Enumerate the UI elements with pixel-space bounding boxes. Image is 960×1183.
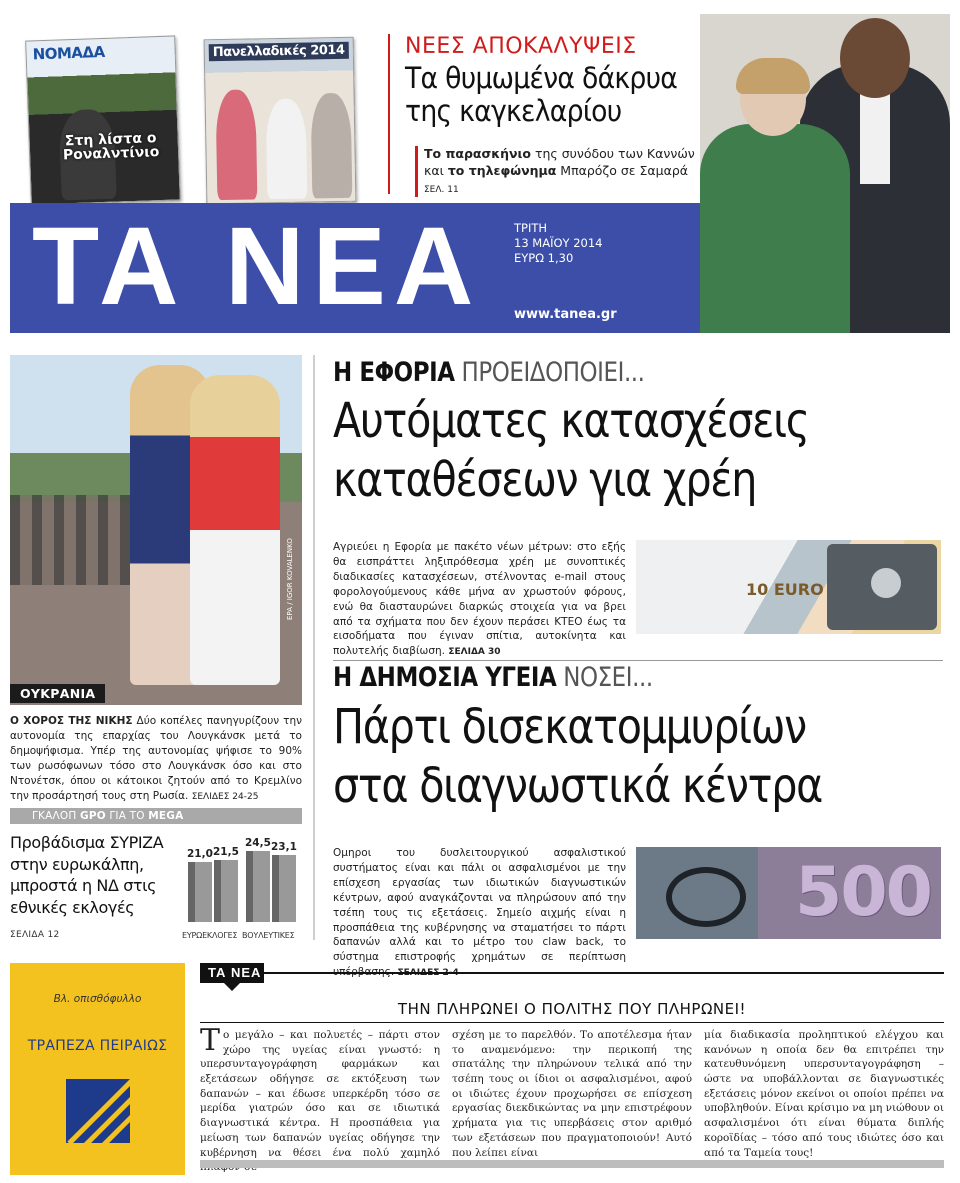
issue-day: ΤΡΙΤΗ <box>514 221 548 235</box>
front-page-thumbnail-exams[interactable] <box>204 37 357 205</box>
poll-bar <box>214 860 238 922</box>
story-page-ref: ΣΕΛΙΔΑ 30 <box>448 647 501 658</box>
poll-band-lead: ΓΚΑΛΟΠ <box>32 810 80 822</box>
poll-headline[interactable]: Προβάδισμα ΣΥΡΙΖΑ στην ευρωκάλπη, μπροστά η ΝΔ στις εθνικές εκλογές <box>10 833 164 917</box>
banknote-label: 500 <box>795 853 931 932</box>
students-photo <box>266 99 308 200</box>
editorial-tag: ΤΑ ΝΕΑ <box>200 963 264 983</box>
editorial-column-3 <box>704 1028 944 1160</box>
poll-bar-value: 24,5 <box>245 837 271 849</box>
poll-group-label: ΕΥΡΩΕΚΛΟΓΕΣ <box>182 931 238 940</box>
poll-band <box>10 808 302 824</box>
teaser-rule <box>388 34 390 194</box>
headline-line: Πάρτι δισεκατομμυρίων <box>333 699 806 755</box>
piraeus-bank-ad[interactable] <box>10 963 185 1175</box>
issue-info <box>514 221 602 266</box>
editorial-bottom-bar <box>200 1160 944 1168</box>
merkel-obama-photo <box>700 14 950 333</box>
editorial-rule <box>264 972 944 974</box>
teaser-dek-bold: το τηλεφώνημα <box>447 162 557 178</box>
photo-figure <box>840 18 910 98</box>
caption-page-ref: ΣΕΛΙΔΕΣ 24-25 <box>191 791 259 802</box>
issue-price: ΕΥΡΩ 1,30 <box>514 250 574 265</box>
teaser-dek-text: Μπαρόζο σε Σαμαρά <box>556 162 689 178</box>
thumbnail-headline: Στη λίστα ο Ροναλντίνιο <box>62 129 160 164</box>
kicker-bold: Η ΕΦΟΡΙΑ <box>333 357 455 388</box>
thumbnail-masthead: Πανελλαδικές 2014 <box>209 42 349 61</box>
teaser-page-ref: ΣΕΛ. 11 <box>424 184 459 195</box>
poll-group-label: ΒΟΥΛΕΥΤΙΚΕΣ <box>242 931 295 940</box>
headline-line: στα διαγνωστικά κέντρα <box>333 757 823 814</box>
editorial-title-rule <box>200 1022 944 1023</box>
story1-headline[interactable] <box>333 392 858 509</box>
kicker-lite: ΝΟΣΕΙ... <box>556 662 653 693</box>
drop-cap: Τ <box>200 1023 221 1058</box>
front-page-thumbnail-nomada[interactable] <box>25 35 181 205</box>
kicker-lite: ΠΡΟΕΙΔΟΠΟΙΕΙ... <box>454 357 645 388</box>
caption-text: Δύο κοπέλες πανηγυρίζουν την αυτονομία της επαρχίας του Λουγκάνσκ μετά το δημοψήφισμα. Υπέρ της αυτονομίας ψήφισε το 90% των ρωσόφωνων τόσο στο Λουγκάνσκ όσο και στο Ντονέτσκ, όπου οι κάτοικοι ζητούν από το Κρεμλίνο την προσάρτησή τους στη Ρωσία. <box>10 715 302 802</box>
story1-body <box>333 540 626 659</box>
story2-kicker <box>333 662 653 693</box>
story-text: Ομηροι του δυσλειτουργικού ασφαλιστικού συστήματος είναι και πάλι οι ασφαλισμένοι με την επίσχεση εργασίας των ιδιωτικών διαγνωστικών κέντρων, αφού αναγκάζονται να πληρώσουν από την τσέπη τους τις εξετάσεις. Σημείο αιχμής είναι η προσπάθεια της κυβέρνησης να σταματήσει το πάρτι δαπανών αλλά και το μέτρο του claw back, το σύστημα επιστροφής χρημάτων σε περίπτωση <box>333 847 626 964</box>
piraeus-logo-icon <box>66 1079 130 1143</box>
stethoscope-shape <box>666 867 746 927</box>
photo-figure <box>700 124 850 333</box>
editorial-column-2 <box>452 1028 692 1160</box>
photo-figure <box>736 58 810 94</box>
students-photo <box>215 89 257 200</box>
headline-line: Αυτόματες κατασχέσεις <box>333 393 809 449</box>
poll-bar-value: 21,5 <box>213 846 239 858</box>
poll-bar <box>188 862 212 922</box>
thumbnail-masthead: ΝΟΜΑΔΑ <box>32 42 105 64</box>
students-photo <box>311 93 353 199</box>
banknote-label: 10 EURO <box>746 580 824 599</box>
teaser-dek <box>415 146 705 197</box>
safe-dial <box>871 568 901 598</box>
kicker-bold: Η ΔΗΜΟΣΙΑ ΥΓΕΙΑ <box>333 662 557 693</box>
safe-money-image <box>636 540 941 634</box>
headline-line: καταθέσεων για χρέη <box>333 451 757 508</box>
editorial-text: ο μεγάλο – και πολυετές – πάρτι στον χώρο της υγείας είναι γνωστό: η υπερσυνταγογράφηση φαρμάκων και εξετάσεων οδήγησε σε εκτόξευση των δαπανών – και έδωσε υπερκέρδη τόσο σε μερίδα γιατρών όσο και σε ιδιωτικά διαγνωστικά κέντρα. Η προσπάθεια για μείωση των δαπανών υγείας οδήγησε την κυβέρνηση να θέσει ένα πολύ χαμηλό <box>200 1029 440 1159</box>
story-divider <box>333 660 943 661</box>
poll-bar-value: 21,0 <box>187 848 213 860</box>
teaser-dek-bold: Το παρασκήνιο <box>424 146 531 161</box>
photo-figure <box>190 375 280 685</box>
editorial-title: ΤΗΝ ΠΛΗΡΩΝΕΙ Ο ΠΟΛΙΤΗΣ ΠΟΥ ΠΛΗΡΩΝΕΙ! <box>397 1000 747 1018</box>
editorial-text: μία διαδικασία προληπτικού ελέγχου και κανόνων η οποία δεν θα επιτρέπει την κατευθυνόμενη υπερσυνταγογράφηση – ώστε να υποβάλλονται σε διαγνωστικές εξετάσεις μόνον εκείνοι οι οποίοι πρέπει να υποβληθούν. Είναι κρίσιμο να μη νιώθουν οι ασφαλισμένοι ότι είναι θύματα διπλής κοροϊδίας – τόσο από τους ιδιώτες όσο και από τα Ταμεία τους! <box>704 1029 944 1159</box>
column-rule <box>313 355 315 940</box>
teaser-kicker: ΝΕΕΣ ΑΠΟΚΑΛΥΨΕΙΣ <box>405 34 637 59</box>
teaser-dek-text: της συνόδου των Καννών και <box>424 146 695 178</box>
editorial-text: σχέση με το παρελθόν. Το αποτέλεσμα ήταν το αναμενόμενο: την περικοπή της σπατάλης την πληρώνουν τελικά από την τσέπη τους οι ίδιοι οι ασφαλισμένοι, αφού οι ιδιώτες έχουν προχωρήσει σε επίσχεση εργασίας διεκδικώντας να μην επιστρέφουν χρήματα για τις υπερβάσεις στον αριθμό των εξετάσεων που πραγματοποιούν! Αυτό που λείπει είναι <box>452 1029 692 1159</box>
website-link[interactable]: www.tanea.gr <box>514 307 617 322</box>
ukraine-dance-photo <box>10 355 302 705</box>
ad-back-note: Βλ. οπισθόφυλλο <box>53 993 142 1005</box>
photo-credit: EPA / IGOR KOVALENKO <box>286 538 294 620</box>
story2-headline[interactable] <box>333 698 858 815</box>
issue-date: 13 ΜΑΪΟΥ 2014 <box>514 235 603 250</box>
photo-figure <box>860 94 890 184</box>
photo-crowd <box>10 495 130 585</box>
story2-body <box>333 846 626 980</box>
poll-bar <box>272 855 296 922</box>
story1-kicker <box>333 357 645 388</box>
poll-band-bold: GPO <box>80 810 106 822</box>
poll-page-ref: ΣΕΛΙΔΑ 12 <box>10 930 60 940</box>
editorial-column-1 <box>200 1023 440 1175</box>
poll-band-mid: ΓΙΑ ΤΟ <box>105 810 149 822</box>
poll-chart <box>180 830 305 940</box>
photo-label: ΟΥΚΡΑΝΙΑ <box>10 684 105 703</box>
newspaper-logo[interactable]: ΤΑ ΝΕΑ <box>32 205 482 328</box>
caption-title: Ο ΧΟΡΟΣ ΤΗΣ ΝΙΚΗΣ <box>10 715 133 727</box>
poll-band-bold: MEGA <box>148 810 184 822</box>
teaser-headline[interactable]: Τα θυμωμένα δάκρυα της καγκελαρίου <box>405 61 678 129</box>
story-text: Αγριεύει η Εφορία με πακέτο νέων μέτρων: στο εξής θα εισπράττει ληξιπρόθεσμα χρέη με συνοπτικές διαδικασίες κατασχέσεων, στέλνοντας e-mail στους φορολογούμενους κάθε μήνα αν χρωστούν φόρους, ενώ θα διασταυρώνει διαρκώς στοιχεία για να βρει από τα σχήματα που δεν έχουν περάσει ΚΤΕΟ έως τα εισοδήματα που έγιναν σπίτια, αυτοκίνητα και πολυτελής διαβίωση. <box>333 541 626 658</box>
poll-bar-value: 23,1 <box>271 841 297 853</box>
stethoscope-500-euro-image <box>636 847 941 939</box>
ad-bank-name: ΤΡΑΠΕΖΑ ΠΕΙΡΑΙΩΣ <box>27 1038 168 1054</box>
photo-caption <box>10 714 302 803</box>
poll-bar <box>246 851 270 922</box>
masthead <box>10 203 700 333</box>
